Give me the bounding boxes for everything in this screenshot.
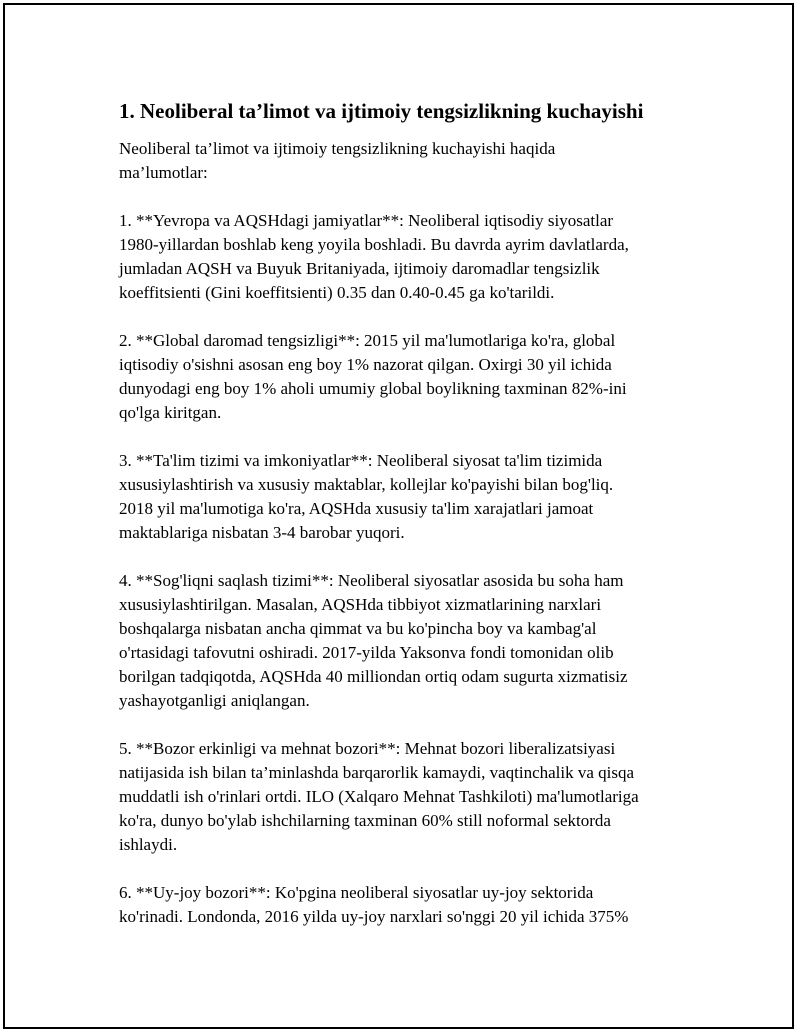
intro-paragraph: Neoliberal ta’limot va ijtimoiy tengsizlikning kuchayishi haqida ma’lumotlar:	[119, 139, 556, 182]
section-heading: 1. Neoliberal ta’limot va ijtimoiy tengsizlikning kuchayishi	[119, 99, 644, 123]
paragraph-5: 5. **Bozor erkinligi va mehnat bozori**: Mehnat bozori liberalizatsiyasi natijasida ish bilan ta’minlashda barqarorlik kamaydi, vaqtinchalik va qisqa muddatli ish o'rinlari ortdi. ILO (Xalqaro Mehnat Tashkiloti) ma'lumotlariga ko'ra, dunyo bo'ylab ishchilarning taxminan 60% still noformal sektorda ishlaydi.	[119, 739, 639, 854]
page-frame	[3, 3, 794, 1029]
paragraph-4: 4. **Sog'liqni saqlash tizimi**: Neoliberal siyosatlar asosida bu soha ham xususiylashtirilgan. Masalan, AQSHda tibbiyot xizmatlarining narxlari boshqalarga nisbatan ancha qimmat va bu ko'pincha boy va kambag'al o'rtasidagi tafovutni oshiradi. 2017-yilda Yaksonva fondi tomonidan olib borilgan tadqiqotda, AQSHda 40 milliondan ortiq odam sugurta xizmatisiz yashayotganligi aniqlangan.	[119, 571, 628, 710]
paragraph-6: 6. **Uy-joy bozori**: Ko'pgina neoliberal siyosatlar uy-joy sektorida ko'rinadi. Londonda, 2016 yilda uy-joy narxlari so'nggi 20 yil ichida 375%	[119, 883, 629, 926]
paragraph-3: 3. **Ta'lim tizimi va imkoniyatlar**: Neoliberal siyosat ta'lim tizimida xususiylashtirish va xususiy maktablar, kollejlar ko'payishi bilan bog'liq. 2018 yil ma'lumotiga ko'ra, AQSHda xususiy ta'lim xarajatlari jamoat maktablariga nisbatan 3-4 barobar yuqori.	[119, 451, 614, 542]
paragraph-2: 2. **Global daromad tengsizligi**: 2015 yil ma'lumotlariga ko'ra, global iqtisodiy o'sishni asosan eng boy 1% nazorat qilgan. Oxirgi 30 yil ichida dunyodagi eng boy 1% aholi umumiy global boylikning taxminan 82%-ini qo'lga kiritgan.	[119, 331, 627, 422]
paragraph-1: 1. **Yevropa va AQSHdagi jamiyatlar**: Neoliberal iqtisodiy siyosatlar 1980-yillardan boshlab keng yoyila boshladi. Bu davrda ayrim davlatlarda, jumladan AQSH va Buyuk Britaniyada, ijtimoiy daromadlar tengsizlik koeffitsienti (Gini koeffitsienti) 0.35 dan 0.40-0.45 ga ko'tarildi.	[119, 211, 629, 302]
document-body	[119, 97, 691, 953]
